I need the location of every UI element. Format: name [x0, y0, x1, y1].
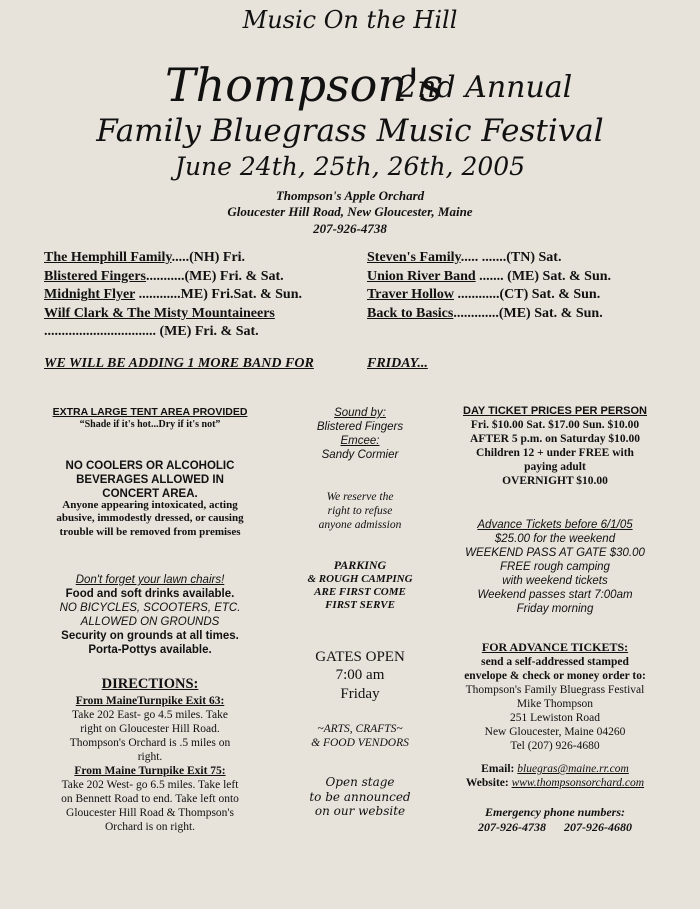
- lineup-row: The Hemphill Family.....(NH) Fri.: [44, 250, 246, 265]
- porta-potty: Porta-Pottys available.: [88, 644, 212, 657]
- band-name: Union River Band: [367, 268, 476, 284]
- directions-1-title: From MaineTurnpike Exit 63:: [75, 694, 225, 707]
- no-bikes-1: NO BICYCLES, SCOOTERS, ETC.: [59, 602, 241, 615]
- open-stage: Open stage to be announced on our website: [309, 775, 411, 819]
- directions: DIRECTIONS: From MaineTurnpike Exit 63: Take 202 East- go 4.5 miles. Take right on Gloucester Hill Road. Thompson's Orchard is .5 miles on right. From Maine Turnpike Exit 75: Take 202 West- go 6.5 miles. Take left on Bennett Road to end. Take left onto Gloucester Hill Road & Thompson's Orchard is on right.: [20, 676, 280, 834]
- gates-open: GATES OPEN 7:00 am Friday: [315, 649, 405, 702]
- band-name: Back to Basics: [367, 305, 454, 321]
- reserve-notice: We reserve the right to refuse anyone admission: [318, 491, 402, 532]
- food-drinks: Food and soft drinks available.: [65, 588, 235, 601]
- lineup-right: [367, 249, 667, 323]
- lineup-row: Union River Band ....... (ME) Sat. & Sun.: [367, 268, 612, 284]
- lineup-row-extra: ................................ (ME) Fri. & Sat.: [44, 324, 259, 339]
- lineup-row: Blistered Fingers...........(ME) Fri. & Sat.: [44, 268, 284, 284]
- directions-2-title: From Maine Turnpike Exit 75:: [74, 764, 226, 777]
- no-bikes-2: ALLOWED ON GROUNDS: [80, 616, 220, 629]
- venue-phone: 207-926-4738: [313, 220, 387, 236]
- top-title: Music On the Hill: [242, 6, 458, 34]
- directions-title: DIRECTIONS:: [101, 676, 199, 692]
- conduct-warning: Anyone appearing intoxicated, acting abusive, immodestly dressed, or causing trouble will be removed from premises: [56, 499, 244, 538]
- title-name: Thompson's: [165, 58, 444, 112]
- notice-left: WE WILL BE ADDING 1 MORE BAND FOR: [44, 356, 314, 371]
- band-name: Blistered Fingers: [44, 268, 147, 284]
- no-coolers: NO COOLERS OR ALCOHOLIC BEVERAGES ALLOWED IN CONCERT AREA.: [65, 460, 235, 501]
- website-link[interactable]: www.thompsonsorchard.com: [511, 777, 645, 790]
- tent-title: EXTRA LARGE TENT AREA PROVIDED: [52, 406, 248, 418]
- left-column: [30, 406, 270, 431]
- notice-right: FRIDAY...: [367, 356, 428, 371]
- parking-notice: PARKING & ROUGH CAMPING ARE FIRST COME FIRST SERVE: [307, 558, 413, 612]
- day-prices: DAY TICKET PRICES PER PERSON Fri. $10.00 Sat. $17.00 Sun. $10.00 AFTER 5 p.m. on Saturday $10.00 Children 12 + under FREE with paying adult OVERNIGHT $10.00: [430, 405, 680, 488]
- venue-name: Thompson's Apple Orchard: [275, 188, 425, 203]
- festival-title: Family Bluegrass Music Festival: [96, 113, 604, 149]
- venue-address: Gloucester Hill Road, New Gloucester, Maine: [227, 204, 473, 220]
- band-name: Steven's Family: [367, 250, 461, 265]
- tent-sub: “Shade if it's hot...Dry if it's not”: [79, 418, 221, 430]
- festival-dates: June 24th, 25th, 26th, 2005: [174, 152, 526, 181]
- emergency-phones: Emergency phone numbers: 207-926-4738 207-926-4680: [478, 805, 632, 834]
- title-annual: 2nd Annual: [398, 70, 573, 105]
- security: Security on grounds at all times.: [61, 630, 239, 643]
- sound-emcee: Sound by: Blistered Fingers Emcee: Sandy Cormier: [316, 407, 404, 462]
- lineup-row: Steven's Family..... .......(TN) Sat.: [367, 250, 562, 265]
- email-link[interactable]: bluegras@maine.rr.com: [517, 763, 629, 775]
- lineup-row: [44, 305, 354, 324]
- lineup-row: Midnight Flyer ............ME) Fri.Sat. & Sun.: [44, 287, 302, 302]
- advance-tickets: Advance Tickets before 6/1/05 $25.00 for the weekend WEEKEND PASS AT GATE $30.00 FREE rough camping with weekend tickets Weekend passes start 7:00am Friday morning: [430, 518, 680, 616]
- arts-crafts: ~ARTS, CRAFTS~ & FOOD VENDORS: [311, 723, 409, 750]
- band-name: Traver Hollow: [367, 287, 454, 302]
- lineup-row: Traver Hollow ............(CT) Sat. & Sun.: [367, 287, 601, 302]
- band-name: The Hemphill Family: [44, 250, 172, 265]
- lawn-chairs: Don't forget your lawn chairs!: [75, 574, 225, 586]
- order-info: FOR ADVANCE TICKETS: send a self-addressed stamped envelope & check or money order to: Thompson's Family Bluegrass Festival Mike Thompson 251 Lewiston Road New Gloucester, Maine 04260 Tel (207) 926-4680: [430, 640, 680, 753]
- venue-block: [0, 188, 700, 237]
- lineup-row: Back to Basics.............(ME) Sat. & Sun.: [367, 305, 603, 321]
- lineup-left: [44, 249, 354, 342]
- band-name: Wilf Clark & The Misty Mountaineers: [44, 305, 275, 321]
- prices-title: DAY TICKET PRICES PER PERSON: [463, 405, 647, 417]
- order-title: FOR ADVANCE TICKETS:: [481, 640, 629, 654]
- contact-links: Email: bluegras@maine.rr.com Website: www.thompsonsorchard.com: [465, 763, 645, 790]
- amenities: [20, 573, 280, 657]
- band-name: Midnight Flyer: [44, 287, 136, 302]
- advance-title: Advance Tickets before 6/1/05: [477, 519, 633, 531]
